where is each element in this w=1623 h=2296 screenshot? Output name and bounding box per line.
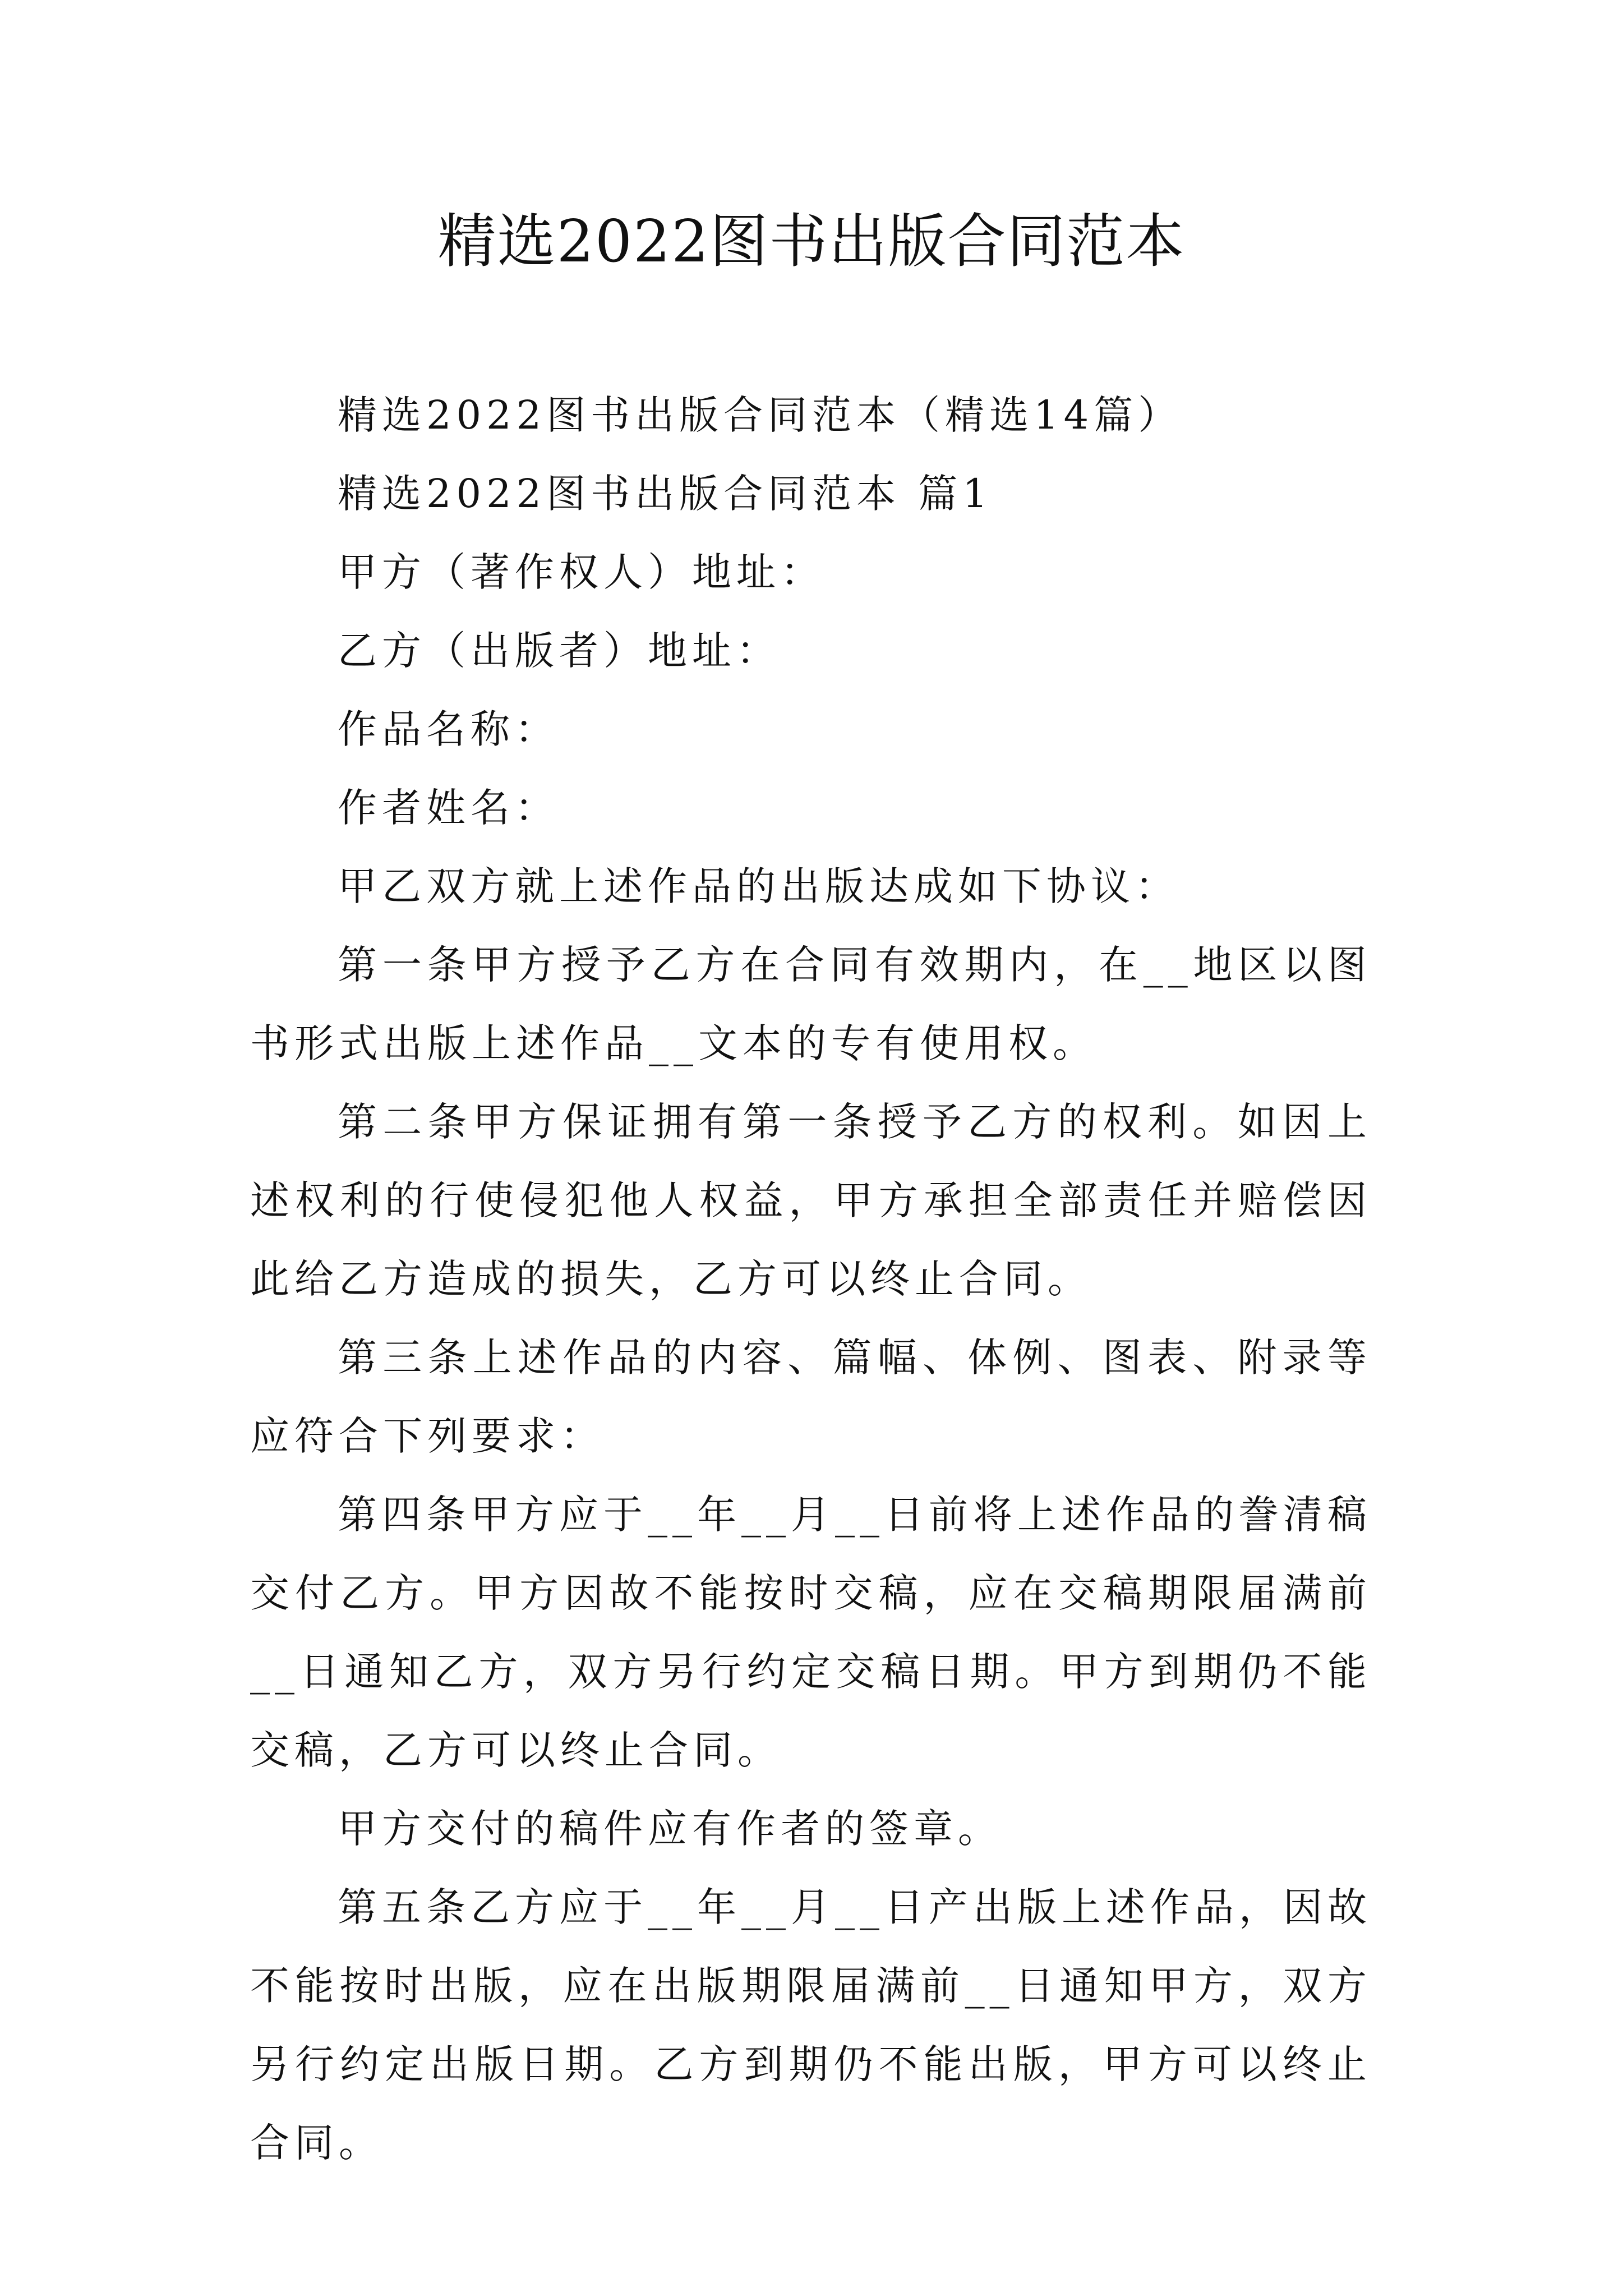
document-title: 精选2022图书出版合同范本 — [437, 207, 1186, 275]
paragraph-section-heading: 精选2022图书出版合同范本 篇1 — [338, 471, 993, 517]
paragraph-work-title: 作品名称： — [338, 706, 559, 752]
paragraph-article-2: 第二条甲方保证拥有第一条授予乙方的权利。如因上述权利的行使侵犯他人权益，甲方承担全部责任并赔偿因此给乙方造成的损失，乙方可以终止合同。 — [250, 1099, 1372, 1302]
paragraph-party-a: 甲方（著作权人）地址： — [338, 549, 825, 595]
paragraph-article-1: 第一条甲方授予乙方在合同有效期内，在__地区以图书形式出版上述作品__文本的专有使用权。 — [250, 942, 1372, 1066]
paragraph-agreement-intro: 甲乙双方就上述作品的出版达成如下协议： — [338, 863, 1179, 909]
document-body — [250, 376, 1372, 2182]
paragraph-article-4: 第四条甲方应于__年__月__日前将上述作品的誊清稿交付乙方。甲方因故不能按时交稿，应在交稿期限届满前__日通知乙方，双方另行约定交稿日期。甲方到期仍不能交稿，乙方可以终止合同。 — [250, 1492, 1372, 1773]
paragraph-manuscript-signature: 甲方交付的稿件应有作者的签章。 — [338, 1806, 1002, 1852]
paragraph-author-name: 作者姓名： — [338, 785, 559, 831]
paragraph-article-3: 第三条上述作品的内容、篇幅、体例、图表、附录等应符合下列要求： — [250, 1335, 1372, 1459]
paragraph-article-5: 第五条乙方应于__年__月__日产出版上述作品，因故不能按时出版，应在出版期限届满前__日通知甲方，双方另行约定出版日期。乙方到期仍不能出版，甲方可以终止合同。 — [250, 1884, 1372, 2166]
paragraph-collection-heading: 精选2022图书出版合同范本（精选14篇） — [338, 392, 1183, 438]
paragraph-party-b: 乙方（出版者）地址： — [338, 628, 781, 674]
